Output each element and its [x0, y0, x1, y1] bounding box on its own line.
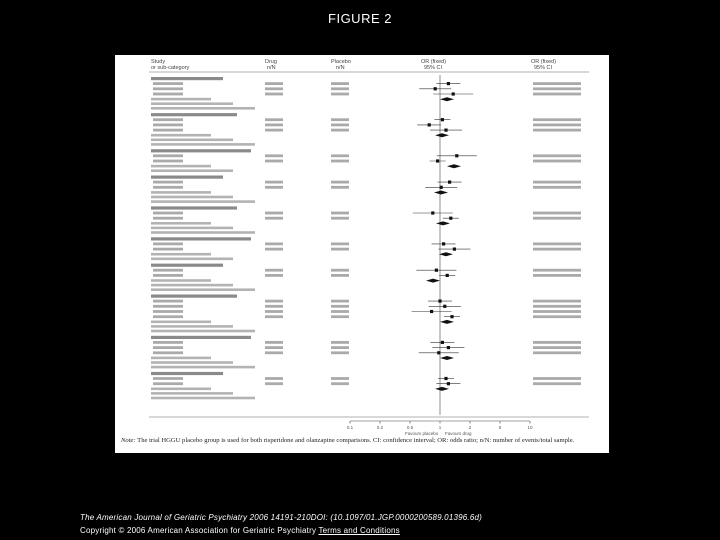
or-ci-text	[533, 351, 581, 354]
header-or-fixed-2-sub: 95% CI	[534, 65, 553, 71]
drug-count	[265, 351, 283, 354]
drug-count	[265, 243, 283, 246]
summary-text	[151, 200, 255, 203]
or-ci-text	[533, 248, 581, 251]
summary-text	[151, 258, 233, 261]
study-label	[153, 377, 183, 380]
header-placebo: Placebo	[331, 59, 351, 65]
header-study: Study	[151, 59, 166, 65]
header-study-sub: or sub-category	[151, 65, 190, 71]
placebo-count	[331, 305, 349, 308]
drug-count	[265, 377, 283, 380]
or-ci-text	[533, 315, 581, 318]
study-label	[153, 346, 183, 349]
header-or-fixed-2: OR (fixed)	[531, 59, 557, 65]
drug-count	[265, 274, 283, 277]
summary-text	[151, 231, 255, 234]
pooled-diamond	[435, 387, 449, 391]
point-estimate	[448, 181, 451, 184]
or-ci-text	[533, 118, 581, 121]
axis-tick-label: 10	[527, 425, 533, 430]
group-heading	[151, 264, 223, 267]
placebo-count	[331, 160, 349, 163]
drug-count	[265, 87, 283, 90]
or-ci-text	[533, 377, 581, 380]
or-ci-text	[533, 243, 581, 246]
pooled-diamond	[435, 133, 449, 137]
study-label	[153, 315, 183, 318]
drug-count	[265, 269, 283, 272]
or-ci-text	[533, 274, 581, 277]
study-label	[153, 305, 183, 308]
study-label	[153, 124, 183, 127]
summary-text	[151, 191, 211, 194]
drug-count	[265, 124, 283, 127]
drug-count	[265, 118, 283, 121]
axis-right-label: Favours drug	[445, 431, 472, 436]
point-estimate	[435, 269, 438, 272]
summary-text	[151, 102, 233, 105]
study-label	[153, 300, 183, 303]
point-estimate	[436, 159, 439, 162]
study-label	[153, 186, 183, 189]
drug-count	[265, 310, 283, 313]
or-ci-text	[533, 93, 581, 96]
drug-count	[265, 160, 283, 163]
axis-tick-label: 0.1	[346, 425, 354, 430]
drug-count	[265, 93, 283, 96]
summary-text	[151, 222, 211, 225]
pooled-diamond	[434, 191, 448, 195]
summary-text	[151, 169, 233, 172]
placebo-count	[331, 248, 349, 251]
group-heading	[151, 237, 251, 240]
study-label	[153, 212, 183, 215]
forest-axis	[347, 421, 533, 430]
summary-text	[151, 98, 211, 101]
header-drug: Drug	[265, 59, 277, 65]
drug-count	[265, 186, 283, 189]
summary-text	[151, 284, 233, 287]
placebo-count	[331, 154, 349, 157]
note-label: Note:	[121, 437, 136, 444]
placebo-count	[331, 217, 349, 220]
or-ci-text	[533, 181, 581, 184]
or-ci-text	[533, 269, 581, 272]
summary-text	[151, 253, 211, 256]
drug-count	[265, 217, 283, 220]
axis-tick-label: 0.2	[376, 425, 384, 430]
placebo-count	[331, 351, 349, 354]
forest-rows	[151, 75, 581, 415]
or-ci-text	[533, 124, 581, 127]
placebo-count	[331, 269, 349, 272]
placebo-count	[331, 212, 349, 215]
drug-count	[265, 346, 283, 349]
point-estimate	[446, 274, 449, 277]
header-drug-sub: n/N	[267, 65, 276, 71]
point-estimate	[441, 118, 444, 121]
or-ci-text	[533, 310, 581, 313]
summary-text	[151, 143, 255, 146]
placebo-count	[331, 346, 349, 349]
drug-count	[265, 341, 283, 344]
drug-count	[265, 82, 283, 85]
axis-tick-label: 5	[498, 425, 502, 430]
header-or-fixed-sub: 95% CI	[424, 65, 443, 71]
summary-text	[151, 357, 211, 360]
group-heading	[151, 113, 237, 116]
placebo-count	[331, 129, 349, 132]
point-estimate	[442, 242, 445, 245]
study-label	[153, 382, 183, 385]
axis-left-label: Favours placebo	[405, 431, 439, 436]
summary-text	[151, 107, 255, 110]
group-heading	[151, 149, 251, 152]
group-heading	[151, 372, 223, 375]
drug-count	[265, 300, 283, 303]
or-ci-text	[533, 154, 581, 157]
drug-count	[265, 382, 283, 385]
placebo-count	[331, 274, 349, 277]
point-estimate	[447, 346, 450, 349]
study-label	[153, 87, 183, 90]
pooled-diamond	[436, 221, 450, 225]
placebo-count	[331, 300, 349, 303]
point-estimate	[450, 315, 453, 318]
placebo-count	[331, 124, 349, 127]
or-ci-text	[533, 217, 581, 220]
study-label	[153, 243, 183, 246]
axis-tick-label: 0.5	[406, 425, 414, 430]
or-ci-text	[533, 186, 581, 189]
study-label	[153, 274, 183, 277]
study-label	[153, 82, 183, 85]
summary-text	[151, 134, 211, 137]
placebo-count	[331, 186, 349, 189]
drug-count	[265, 315, 283, 318]
placebo-count	[331, 118, 349, 121]
drug-count	[265, 154, 283, 157]
study-label	[153, 154, 183, 157]
study-label	[153, 160, 183, 163]
point-estimate	[447, 82, 450, 85]
summary-text	[151, 227, 233, 230]
summary-text	[151, 321, 211, 324]
summary-text	[151, 392, 233, 395]
point-estimate	[455, 154, 458, 157]
group-heading	[151, 295, 237, 298]
placebo-count	[331, 181, 349, 184]
point-estimate	[447, 382, 450, 385]
forest-plot-figure	[115, 55, 609, 453]
or-ci-text	[533, 129, 581, 132]
citation-text: The American Journal of Geriatric Psychiatry 2006 14191-210DOI: (10.1097/01.JGP.0000200589.01396.6d)	[80, 513, 483, 522]
forest-plot	[115, 55, 609, 453]
pooled-diamond	[440, 356, 454, 360]
or-ci-text	[533, 212, 581, 215]
group-heading	[151, 336, 251, 339]
summary-text	[151, 139, 233, 142]
pooled-diamond	[447, 164, 461, 168]
point-estimate	[444, 377, 447, 380]
or-ci-text	[533, 341, 581, 344]
point-estimate	[434, 87, 437, 90]
placebo-count	[331, 93, 349, 96]
or-ci-text	[533, 160, 581, 163]
pooled-diamond	[440, 97, 454, 101]
study-label	[153, 351, 183, 354]
summary-text	[151, 288, 255, 291]
summary-text	[151, 325, 233, 328]
or-ci-text	[533, 346, 581, 349]
note-text: The trial HGGU placebo group is used for both risperidone and olanzapine comparisons. CI: confidence interval; OR: odds ratio; n/N: number of events/total sample.	[135, 437, 575, 444]
summary-text	[151, 165, 211, 168]
placebo-count	[331, 341, 349, 344]
point-estimate	[453, 248, 456, 251]
pooled-diamond	[439, 252, 453, 256]
point-estimate	[431, 211, 434, 214]
summary-text	[151, 330, 255, 333]
summary-text	[151, 366, 255, 369]
placebo-count	[331, 377, 349, 380]
copyright-text: Copyright © 2006 American Association for Geriatric Psychiatry	[80, 526, 319, 535]
drug-count	[265, 181, 283, 184]
summary-text	[151, 361, 233, 364]
drug-count	[265, 305, 283, 308]
or-ci-text	[533, 82, 581, 85]
point-estimate	[440, 186, 443, 189]
placebo-count	[331, 382, 349, 385]
point-estimate	[443, 305, 446, 308]
group-heading	[151, 206, 237, 209]
study-label	[153, 217, 183, 220]
point-estimate	[452, 92, 455, 95]
drug-count	[265, 248, 283, 251]
or-ci-text	[533, 382, 581, 385]
pooled-diamond	[426, 279, 440, 283]
placebo-count	[331, 243, 349, 246]
point-estimate	[437, 351, 440, 354]
point-estimate	[444, 129, 447, 132]
study-label	[153, 248, 183, 251]
point-estimate	[430, 310, 433, 313]
placebo-count	[331, 310, 349, 313]
axis-tick-label: 2	[468, 425, 472, 430]
placebo-count	[331, 82, 349, 85]
group-heading	[151, 176, 223, 179]
study-label	[153, 129, 183, 132]
summary-text	[151, 279, 211, 282]
copyright-line	[80, 526, 400, 535]
figure-title: FIGURE 2	[328, 11, 392, 26]
drug-count	[265, 129, 283, 132]
terms-and-conditions-link[interactable]: Terms and Conditions	[318, 526, 400, 535]
pooled-diamond	[440, 320, 454, 324]
header-placebo-sub: n/N	[336, 65, 345, 71]
placebo-count	[331, 315, 349, 318]
header-or-fixed: OR (fixed)	[421, 59, 447, 65]
point-estimate	[438, 300, 441, 303]
or-ci-text	[533, 305, 581, 308]
study-label	[153, 93, 183, 96]
placebo-count	[331, 87, 349, 90]
drug-count	[265, 212, 283, 215]
study-label	[153, 181, 183, 184]
point-estimate	[441, 341, 444, 344]
point-estimate	[449, 217, 452, 220]
study-label	[153, 269, 183, 272]
study-label	[153, 118, 183, 121]
or-ci-text	[533, 87, 581, 90]
axis-tick-label: 1	[438, 425, 442, 430]
summary-text	[151, 196, 233, 199]
summary-text	[151, 397, 255, 400]
study-label	[153, 341, 183, 344]
point-estimate	[428, 123, 431, 126]
or-ci-text	[533, 300, 581, 303]
group-heading	[151, 77, 223, 80]
summary-text	[151, 388, 211, 391]
figure-note	[121, 437, 601, 445]
study-label	[153, 310, 183, 313]
